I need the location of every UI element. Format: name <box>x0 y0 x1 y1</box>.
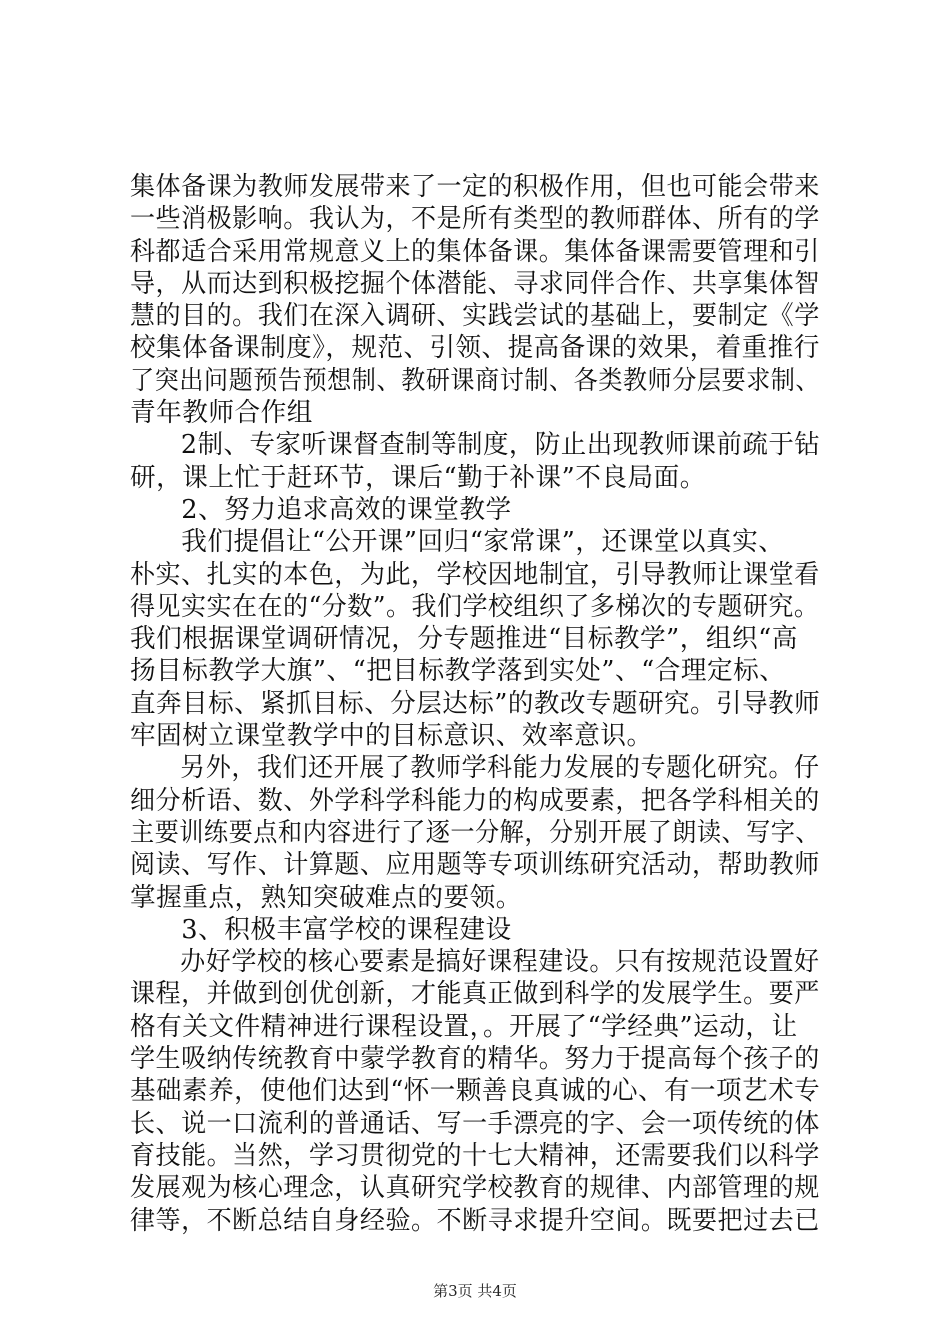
page-footer: 第3页 共4页 <box>433 1282 517 1300</box>
text-line: 长、说一口流利的普通话、写一手漂亮的字、会一项传统的体 <box>130 1108 820 1139</box>
text-line: 一些消极影响。我认为，不是所有类型的教师群体、所有的学 <box>130 204 820 235</box>
text-line: 直奔目标、紧抓目标、分层达标”的教改专题研究。引导教师 <box>130 688 821 719</box>
text-line: 办好学校的核心要素是搞好课程建设。只有按规范设置好 <box>180 947 820 978</box>
text-line: 发展观为核心理念，认真研究学校教育的规律、内部管理的规 <box>130 1173 820 1204</box>
text-line: 了突出问题预告预想制、教研课商讨制、各类教师分层要求制、 <box>130 365 821 396</box>
text-line: 校集体备课制度》，规范、引领、提高备课的效果，着重推行 <box>130 333 820 364</box>
text-line: 2、努力追求高效的课堂教学 <box>181 494 512 525</box>
text-line: 基础素养，使他们达到“怀一颗善良真诚的心、有一项艺术专 <box>130 1076 821 1107</box>
text-line: 掌握重点，熟知突破难点的要领。 <box>130 882 522 913</box>
text-line: 学生吸纳传统教育中蒙学教育的精华。努力于提高每个孩子的 <box>130 1044 820 1075</box>
text-line: 2制、专家听课督查制等制度，防止出现教师课前疏于钻 <box>180 430 821 461</box>
text-line: 细分析语、数、外学科学科能力的构成要素，把各学科相关的 <box>130 785 820 816</box>
text-line: 格有关文件精神进行课程设置，。开展了“学经典”运动，让 <box>130 1011 798 1042</box>
text-line: 我们提倡让“公开课”回归“家常课”，还课堂以真实、 <box>181 527 785 558</box>
text-line: 3、积极丰富学校的课程建设 <box>181 914 512 945</box>
text-line: 育技能。当然，学习贯彻党的十七大精神，还需要我们以科学 <box>130 1140 820 1171</box>
text-line: 朴实、扎实的本色，为此，学校因地制宜，引导教师让课堂看 <box>130 559 820 590</box>
text-line: 我们根据课堂调研情况，分专题推进“目标教学”，组织“高 <box>130 624 798 655</box>
text-line: 课程，并做到创优创新，才能真正做到科学的发展学生。要严 <box>130 979 820 1010</box>
text-line: 导，从而达到积极挖掘个体潜能、寻求同伴合作、共享集体智 <box>130 268 820 299</box>
text-line: 阅读、写作、计算题、应用题等专项训练研究活动，帮助教师 <box>130 850 820 881</box>
text-line: 慧的目的。我们在深入调研、实践尝试的基础上，要制定《学 <box>130 301 820 332</box>
text-line: 另外，我们还开展了教师学科能力发展的专题化研究。仔 <box>180 753 820 784</box>
text-line: 扬目标教学大旗”、“把目标教学落到实处”、“合理定标、 <box>130 656 786 687</box>
text-line: 研，课上忙于赶环节，课后“勤于补课”不良局面。 <box>130 462 706 493</box>
text-line: 牢固树立课堂教学中的目标意识、效率意识。 <box>130 721 653 752</box>
text-line: 科都适合采用常规意义上的集体备课。集体备课需要管理和引 <box>130 236 820 267</box>
document-body <box>130 171 830 1237</box>
text-line: 主要训练要点和内容进行了逐一分解，分别开展了朗读、写字、 <box>130 817 821 848</box>
text-line: 集体备课为教师发展带来了一定的积极作用，但也可能会带来 <box>130 172 820 202</box>
text-line: 青年教师合作组 <box>130 398 313 429</box>
text-line: 律等，不断总结自身经验。不断寻求提升空间。既要把过去已 <box>130 1205 820 1236</box>
text-line: 得见实实在在的“分数”。我们学校组织了多梯次的专题研究。 <box>130 591 820 622</box>
